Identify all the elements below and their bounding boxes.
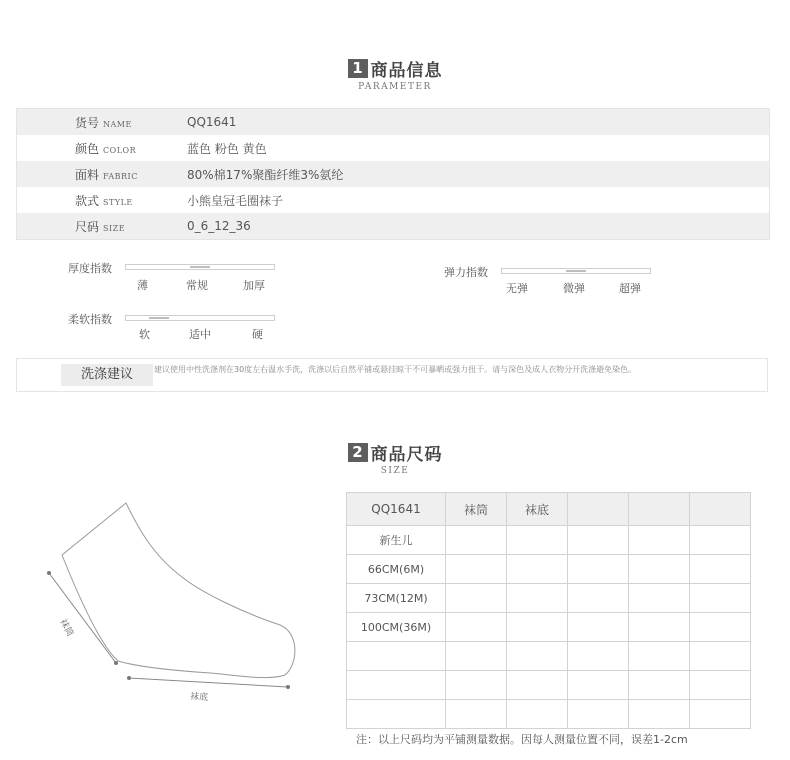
param-label: 尺码: [75, 219, 100, 234]
section-heading: 商品信息: [370, 61, 443, 81]
param-row-size: [17, 213, 769, 239]
param-label: 款式: [75, 193, 100, 208]
section-title-size: [0, 440, 790, 476]
sole-measure-label: 袜底: [189, 692, 209, 704]
washing-advice-label: 洗涤建议: [61, 364, 153, 386]
size-table-cell: [629, 613, 690, 642]
elasticity-option: 无弹: [506, 282, 528, 295]
size-table-cell: [629, 555, 690, 584]
thickness-option: 常规: [186, 279, 208, 292]
softness-index-marker: [149, 317, 169, 319]
size-table-cell: [568, 584, 629, 613]
param-row-name: [17, 109, 769, 135]
param-label: 颜色: [75, 141, 100, 156]
param-value: 小熊皇冠毛圈袜子: [187, 193, 284, 208]
param-label: 货号: [75, 115, 100, 130]
size-table-cell: [690, 555, 751, 584]
thickness-option: 加厚: [243, 279, 265, 292]
thickness-index-marker: [190, 266, 210, 268]
size-table-header-cell: [690, 493, 751, 526]
sole-measure-line: [129, 678, 288, 687]
measurement-note: 注：以上尺码均为平铺测量数据。因每人测量位置不同，误差1-2cm: [356, 733, 688, 746]
thickness-index-label: 厚度指数: [68, 262, 112, 275]
parameter-table: [16, 108, 770, 240]
size-table-cell: [690, 526, 751, 555]
sock-measurement-diagram: [30, 495, 320, 715]
size-table-cell: [568, 555, 629, 584]
size-table-cell: [568, 642, 629, 671]
size-table-row: [347, 526, 751, 555]
section-heading: 商品尺码: [370, 445, 443, 465]
param-label-en: NAME: [103, 119, 132, 129]
size-table-cell: [446, 526, 507, 555]
size-table-cell: [446, 642, 507, 671]
size-table-cell: [507, 584, 568, 613]
size-table-cell: [629, 642, 690, 671]
size-table-cell: [568, 613, 629, 642]
tube-measure-label: 袜筒: [57, 617, 75, 639]
param-value: 0_6_12_36: [187, 219, 251, 233]
size-table-cell: [446, 700, 507, 729]
softness-option: 软: [139, 328, 150, 341]
size-table-cell: [629, 700, 690, 729]
size-table-cell: [347, 642, 446, 671]
size-table: [346, 492, 751, 729]
size-table-cell: 100CM(36M): [347, 613, 446, 642]
param-value: 80%棉17%聚酯纤维3%氨纶: [187, 167, 344, 182]
param-label-en: FABRIC: [103, 171, 138, 181]
section-subheading: PARAMETER: [358, 82, 432, 92]
softness-index-bar: [125, 315, 275, 321]
size-table-cell: [629, 526, 690, 555]
size-table-cell: 73CM(12M): [347, 584, 446, 613]
tube-measure-end-dot: [114, 661, 118, 665]
size-table-cell: [690, 613, 751, 642]
param-label-en: SIZE: [103, 223, 126, 233]
param-row-style: [17, 187, 769, 213]
size-table-cell: [507, 613, 568, 642]
size-table-cell: [568, 526, 629, 555]
section-title-parameter: [0, 56, 790, 92]
size-table-cell: [690, 584, 751, 613]
section-number: 2: [348, 443, 368, 462]
elasticity-option: 微弹: [563, 282, 585, 295]
size-table-cell: [507, 642, 568, 671]
elasticity-option: 超弹: [619, 282, 641, 295]
size-table-row: [347, 555, 751, 584]
size-table-cell: [507, 671, 568, 700]
sock-outline: [62, 503, 295, 678]
size-table-cell: [507, 526, 568, 555]
size-table-cell: [446, 671, 507, 700]
size-table-cell: [629, 584, 690, 613]
size-table-cell: [446, 555, 507, 584]
size-table-header-row: [347, 493, 751, 526]
size-table-header-cell: [629, 493, 690, 526]
size-table-cell: [446, 613, 507, 642]
param-row-color: [17, 135, 769, 161]
param-label-en: STYLE: [103, 197, 133, 207]
elasticity-index-marker: [566, 270, 586, 272]
size-table-cell: [507, 700, 568, 729]
size-table-row: [347, 671, 751, 700]
param-value: 蓝色 粉色 黄色: [187, 141, 267, 156]
tube-measure-start-dot: [47, 571, 51, 575]
size-table-cell: [507, 555, 568, 584]
size-table-cell: [690, 671, 751, 700]
sole-measure-start-dot: [127, 676, 131, 680]
size-table-header-cell: [568, 493, 629, 526]
size-table-header-cell: 袜筒: [446, 493, 507, 526]
size-table-cell: [568, 700, 629, 729]
size-table-cell: [690, 700, 751, 729]
size-table-row: [347, 584, 751, 613]
param-label-en: COLOR: [103, 145, 137, 155]
elasticity-index-label: 弹力指数: [444, 266, 488, 279]
elasticity-index-bar: [501, 268, 651, 274]
size-table-cell: 新生儿: [347, 526, 446, 555]
size-table-cell: [347, 700, 446, 729]
softness-option: 硬: [252, 328, 263, 341]
thickness-option: 薄: [137, 279, 148, 292]
size-table-cell: [347, 671, 446, 700]
size-table-row: [347, 642, 751, 671]
param-value: QQ1641: [187, 115, 237, 129]
thickness-index-bar: [125, 264, 275, 270]
size-table-cell: [690, 642, 751, 671]
softness-option: 适中: [189, 328, 211, 341]
size-table-row: [347, 613, 751, 642]
section-number: 1: [348, 59, 368, 78]
size-table-cell: [629, 671, 690, 700]
size-table-cell: [446, 584, 507, 613]
washing-advice-text: 建议使用中性洗涤剂在30度左右温水手洗，洗涤以后自然平铺或悬挂晾干不可暴晒或强力扭干。请与深色及成人衣物分开洗涤避免染色。: [154, 365, 637, 374]
param-row-fabric: [17, 161, 769, 187]
section-subheading: SIZE: [380, 466, 410, 476]
sole-measure-end-dot: [286, 685, 290, 689]
size-table-row: [347, 700, 751, 729]
size-table-header-cell: QQ1641: [347, 493, 446, 526]
param-label: 面料: [75, 167, 100, 182]
size-table-cell: [568, 671, 629, 700]
size-table-cell: 66CM(6M): [347, 555, 446, 584]
softness-index-label: 柔软指数: [68, 313, 112, 326]
tube-measure-line: [49, 573, 116, 663]
size-table-header-cell: 袜底: [507, 493, 568, 526]
washing-advice-box: [16, 358, 768, 392]
